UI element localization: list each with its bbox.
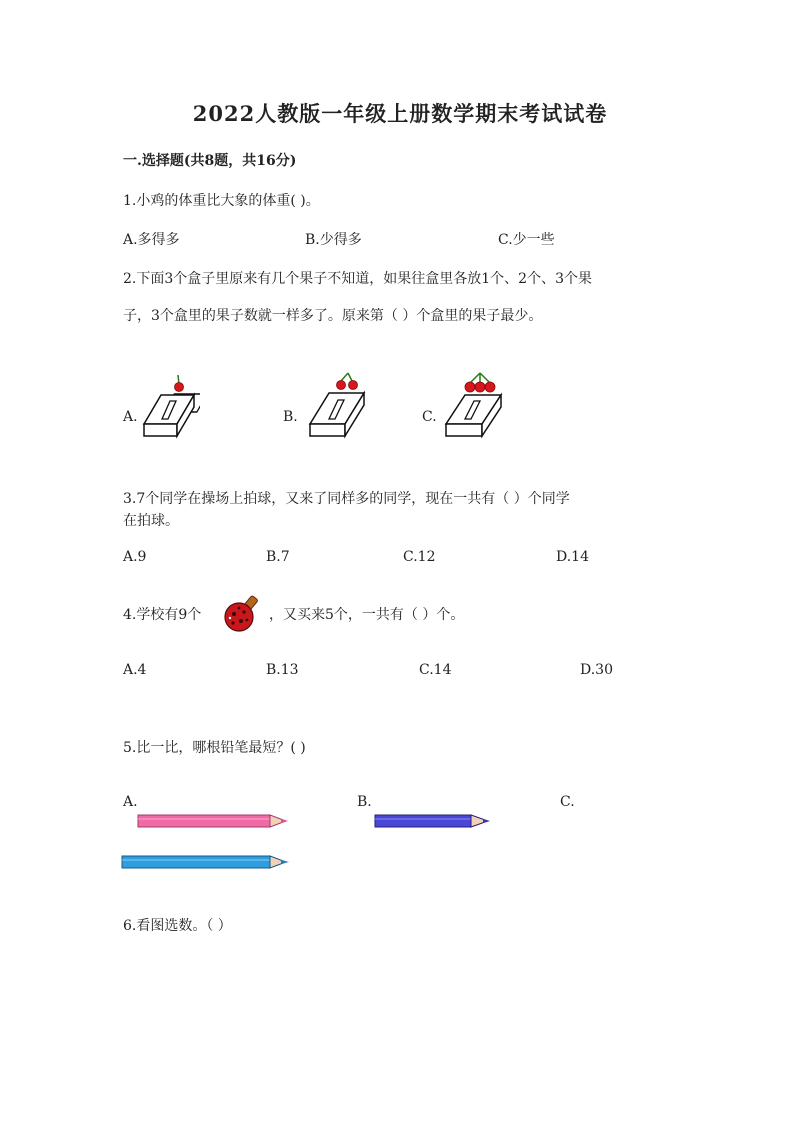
question-3-option-d[interactable]: D.14 [556, 549, 589, 565]
question-4-option-a[interactable]: A.4 [123, 662, 147, 678]
pink-pencil-icon [136, 812, 296, 830]
question-3-text-line-1: 3.7个同学在操场上拍球，又来了同样多的同学，现在一共有（ ）个同学 [123, 491, 570, 507]
question-2-option-c[interactable]: C. [422, 409, 437, 425]
ping-pong-paddle-icon [220, 592, 264, 636]
question-1-option-c[interactable]: C.少一些 [498, 232, 555, 248]
question-5-option-b[interactable]: B. [357, 794, 372, 810]
question-4-option-c[interactable]: C.14 [419, 662, 452, 678]
question-4-text-before: 4.学校有9个 [123, 607, 202, 623]
blue-pencil-icon [373, 812, 495, 830]
cyan-pencil-icon [120, 853, 296, 871]
question-5-text: 5.比一比，哪根铅笔最短？( ) [123, 740, 306, 756]
question-4-text-after: ，又买来5个，一共有（ ）个。 [269, 607, 465, 623]
question-1-option-a[interactable]: A.多得多 [123, 232, 180, 248]
question-1-text: 1.小鸡的体重比大象的体重( )。 [123, 193, 320, 209]
question-3-option-c[interactable]: C.12 [403, 549, 436, 565]
question-4-option-b[interactable]: B.13 [266, 662, 299, 678]
question-2-text-line-2: 子，3个盒里的果子数就一样多了。原来第（ ）个盒里的果子最少。 [123, 308, 543, 324]
question-2-option-b[interactable]: B. [283, 409, 298, 425]
box-with-three-cherries-icon [440, 365, 510, 441]
box-with-two-cherries-icon [304, 365, 374, 441]
question-5-option-c[interactable]: C. [560, 794, 575, 810]
box-with-cherry-icon [138, 365, 200, 441]
question-3-option-b[interactable]: B.7 [266, 549, 290, 565]
section-heading: 一.选择题(共8题，共16分) [123, 153, 297, 169]
page-title: 2022人教版一年级上册数学期末考试试卷 [192, 101, 608, 126]
question-2-option-a[interactable]: A. [123, 409, 138, 425]
question-1-option-b[interactable]: B.少得多 [305, 232, 362, 248]
question-4-option-d[interactable]: D.30 [580, 662, 613, 678]
question-3-text-line-2: 在拍球。 [123, 513, 179, 529]
question-6-text: 6.看图选数。（ ） [123, 918, 232, 934]
question-2-text-line-1: 2.下面3个盒子里原来有几个果子不知道，如果往盒里各放1个、2个、3个果 [123, 271, 592, 287]
question-3-option-a[interactable]: A.9 [123, 549, 147, 565]
question-5-option-a[interactable]: A. [123, 794, 138, 810]
